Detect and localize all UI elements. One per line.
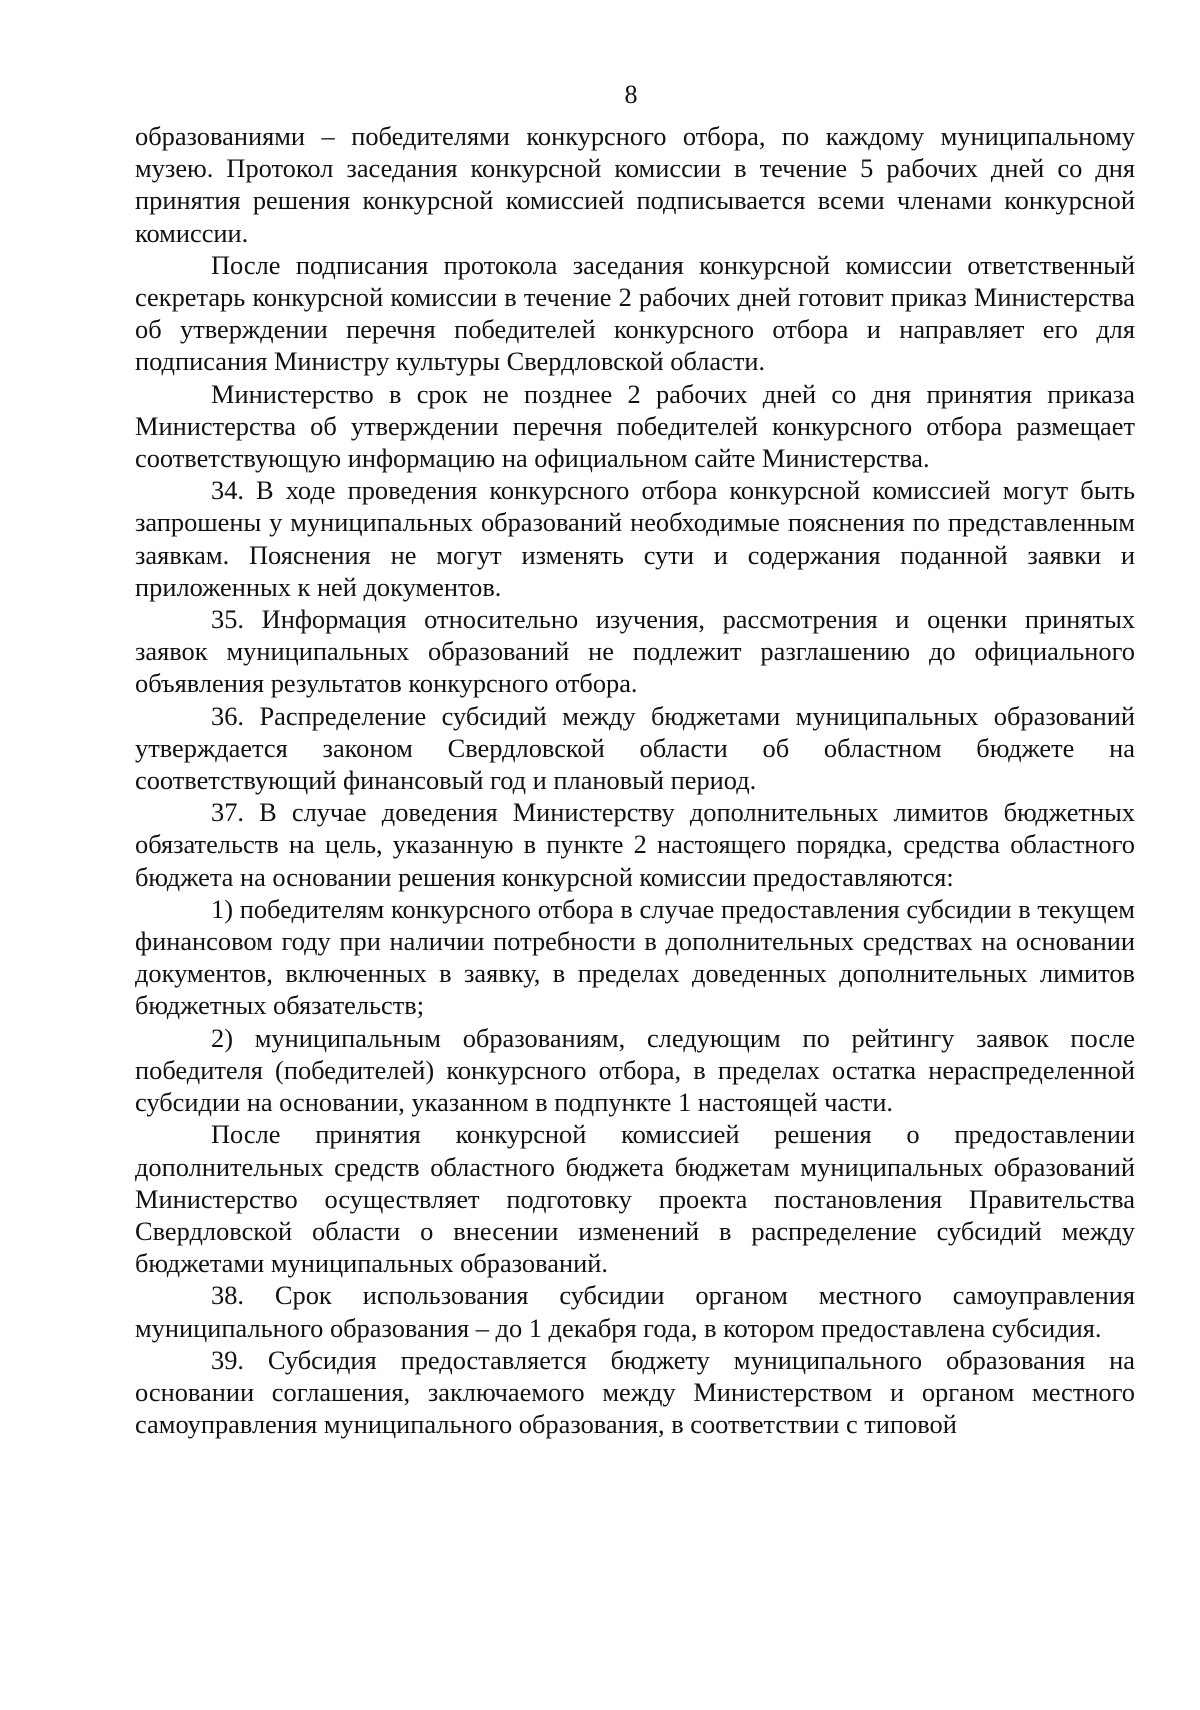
subitem-1: 1) победителям конкурсного отбора в случае предоставления субсидии в текущем финансовом году при наличии потребности в дополнительных средствах на основании документов, включенных в заявку, в пределах доведенных дополнительных лимитов бюджетных обязательств; — [135, 893, 1135, 1021]
paragraph-item-39: 39. Субсидия предоставляется бюджету муниципального образования на основании соглашения, заключаемого между Министерством и органом местного самоуправления муниципального образования, в соответствии с типовой — [135, 1344, 1135, 1440]
paragraph: образованиями – победителями конкурсного отбора, по каждому муниципальному музею. Протокол заседания конкурсной комиссии в течение 5 рабочих дней со дня принятия решения конкурсной комиссией подписывается всеми членами конкурсной комиссии. — [135, 121, 1135, 248]
paragraph-item-35: 35. Информация относительно изучения, рассмотрения и оценки принятых заявок муниципальных образований не подлежит разглашению до официального объявления результатов конкурсного отбора. — [135, 604, 1135, 699]
paragraph: После принятия конкурсной комиссией решения о предоставлении дополнительных средств областного бюджета бюджетам муниципальных образований Министерство осуществляет подготовку проекта постановления Правительства Свердловской области о внесении изменений в распределение субсидий между бюджетами муниципальных образований. — [135, 1119, 1135, 1279]
paragraph: После подписания протокола заседания конкурсной комиссии ответственный секретарь конкурсной комиссии в течение 2 рабочих дней готовит приказ Министерства об утверждении перечня победителей конкурсного отбора и направляет его для подписания Министру культуры Свердловской области. — [135, 249, 1135, 377]
paragraph-item-37: 37. В случае доведения Министерству дополнительных лимитов бюджетных обязательств на цель, указанную в пункте 2 настоящего порядка, средства областного бюджета на основании решения конкурсной комиссии предоставляются: — [135, 797, 1135, 892]
paragraph-item-36: 36. Распределение субсидий между бюджетами муниципальных образований утверждается законом Свердловской области об областном бюджете на соответствующий финансовый год и плановый период. — [135, 700, 1135, 796]
paragraph-item-34: 34. В ходе проведения конкурсного отбора конкурсной комиссией могут быть запрошены у муниципальных образований необходимые пояснения по представленным заявкам. Пояснения не могут изменять сути и содержания поданной заявки и приложенных к ней документов. — [135, 475, 1135, 602]
page-number: 8 — [624, 80, 638, 109]
document-body — [135, 120, 1135, 1440]
subitem-2: 2) муниципальным образованиям, следующим по рейтингу заявок после победителя (победителей) конкурсного отбора, в пределах остатка нераспределенной субсидии на основании, указанном в подпункте 1 настоящей части. — [135, 1022, 1135, 1118]
paragraph: Министерство в срок не позднее 2 рабочих дней со дня принятия приказа Министерства об утверждении перечня победителей конкурсного отбора размещает соответствующую информацию на официальном сайте Министерства. — [135, 378, 1135, 474]
paragraph-item-38: 38. Срок использования субсидии органом местного самоуправления муниципального образования – до 1 декабря года, в котором предоставлена субсидия. — [135, 1280, 1135, 1343]
